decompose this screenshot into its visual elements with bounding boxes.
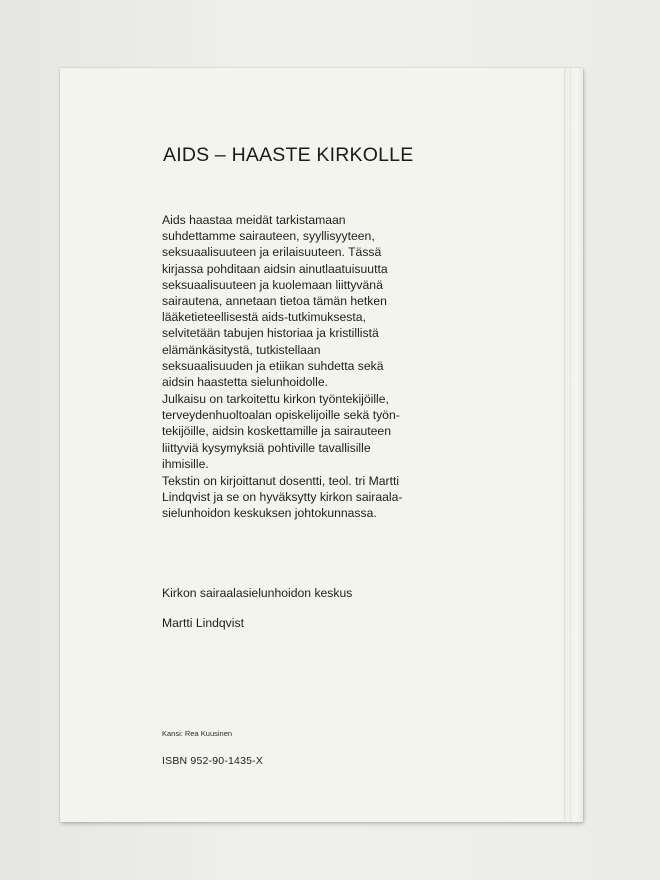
paragraph-line: suhdettamme sairauteen, syyllisyyteen,: [162, 229, 375, 244]
paragraph-line: tekijöille, aidsin koskettamille ja sairauteen: [162, 424, 391, 439]
book-back-cover: [60, 68, 583, 822]
author-name: Martti Lindqvist: [162, 616, 244, 630]
paragraph-line: seksuaalisuuteen ja kuolemaan liittyvänä: [162, 277, 383, 292]
paragraph-line: ihmisille.: [162, 456, 209, 471]
paragraph-line: seksuaalisuuteen ja erilaisuuteen. Tässä: [162, 245, 382, 260]
paragraph-line: elämänkäsitystä, tutkistellaan: [162, 342, 321, 357]
publisher-name: Kirkon sairaalasielunhoidon keskus: [162, 586, 353, 600]
book-title: AIDS – HAASTE KIRKOLLE: [163, 144, 414, 166]
paragraph-line: terveydenhuoltoalan opiskelijoille sekä työn-: [162, 408, 400, 423]
paragraph-line: lääketieteellisestä aids-tutkimuksesta,: [162, 310, 366, 325]
paragraph-line: Aids haastaa meidät tarkistamaan: [162, 213, 346, 227]
paragraph-line: kirjassa pohditaan aidsin ainutlaatuisuutta: [162, 261, 388, 276]
spine-fold-line: [570, 68, 571, 822]
cover-design-credit: Kansi: Rea Kuusinen: [162, 729, 233, 738]
paragraph-line: sielunhoidon keskuksen johtokunnassa.: [162, 506, 377, 521]
paragraph-line: Lindqvist ja se on hyväksytty kirkon sairaala-: [162, 490, 403, 505]
description-paragraph-1: [162, 212, 388, 390]
paragraph-line: Tekstin on kirjoittanut dosentti, teol. tri Martti: [162, 474, 400, 488]
book-spine-edge: [564, 68, 583, 822]
paragraph-line: liittyviä kysymyksiä pohtiville tavallisille: [162, 440, 371, 455]
paragraph-line: selvitetään tabujen historiaa ja kristillistä: [162, 326, 379, 341]
description-paragraph-3: [162, 473, 402, 522]
paragraph-line: sairautena, annetaan tietoa tämän hetken: [162, 294, 387, 309]
isbn-number: ISBN 952-90-1435-X: [162, 755, 264, 767]
description-paragraph-2: [162, 391, 400, 472]
paragraph-line: aidsin haastetta sielunhoidolle.: [162, 375, 329, 390]
paragraph-line: Julkaisu on tarkoitettu kirkon työntekijöille,: [162, 392, 389, 406]
paragraph-line: seksuaalisuuden ja etiikan suhdetta sekä: [162, 358, 384, 373]
